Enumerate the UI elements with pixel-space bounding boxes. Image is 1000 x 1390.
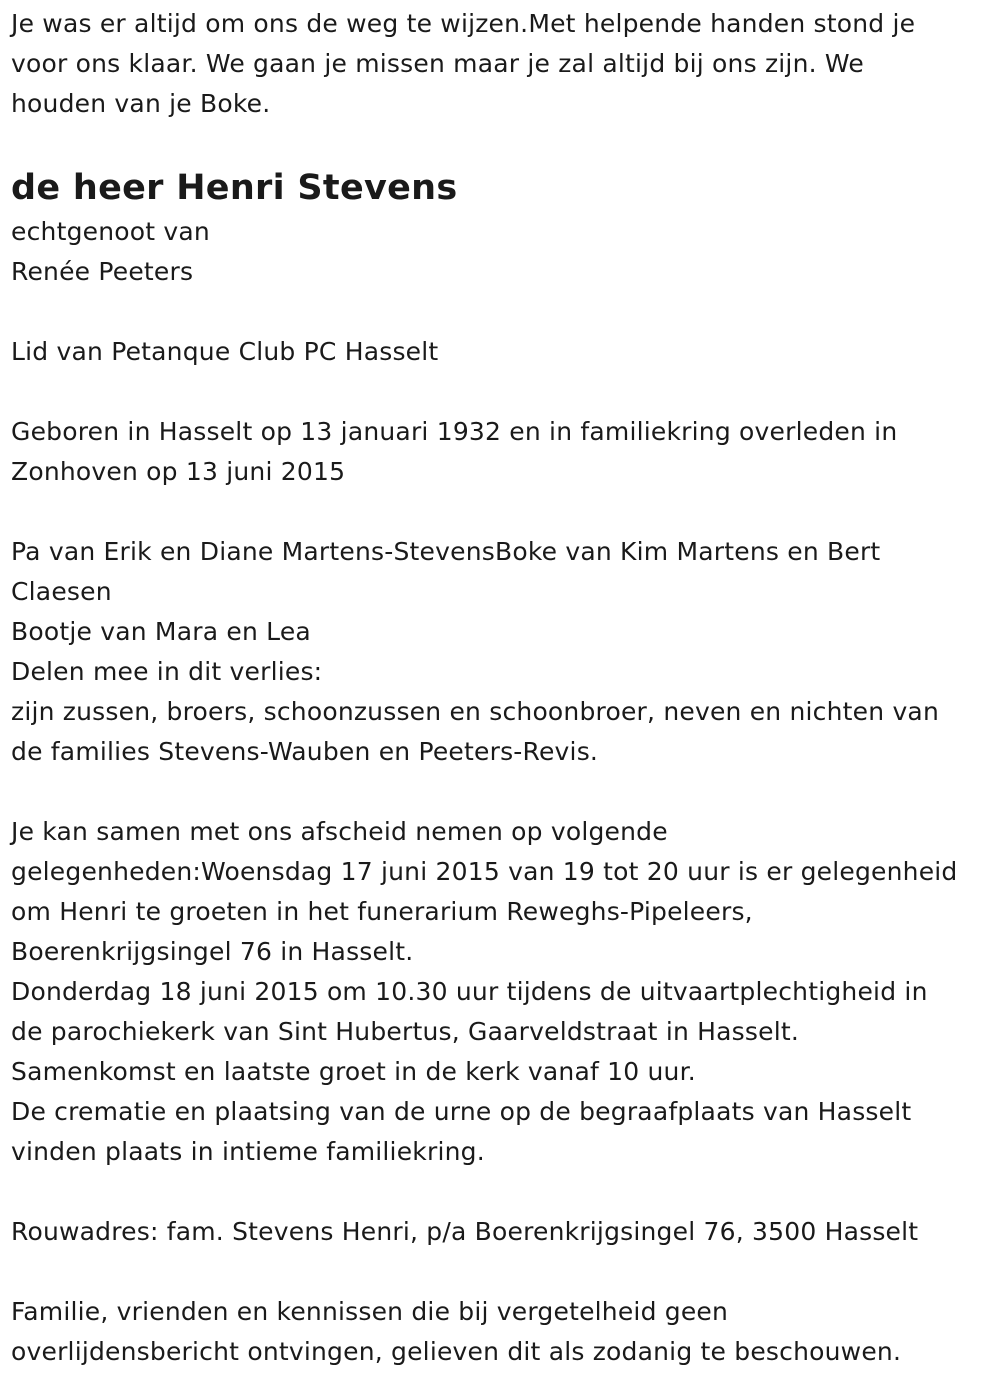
deceased-name: de heer Henri Stevens — [11, 168, 458, 208]
family-block — [11, 532, 990, 772]
farewell-line: om Henri te groeten in het funerarium Reweghs-Pipeleers, — [11, 897, 753, 926]
birth-death-block — [11, 412, 990, 492]
spouse-block — [11, 212, 990, 292]
intro-line: Je was er altijd om ons de weg te wijzen.Met helpende handen stond je — [11, 9, 916, 38]
closing-line: overlijdensbericht ontvingen, gelieven dit als zodanig te beschouwen. — [11, 1337, 902, 1366]
membership-text: Lid van Petanque Club PC Hasselt — [11, 337, 439, 366]
farewell-line: Boerenkrijgsingel 76 in Hasselt. — [11, 937, 414, 966]
farewell-line: de parochiekerk van Sint Hubertus, Gaarveldstraat in Hasselt. — [11, 1017, 800, 1046]
mourning-address: Rouwadres: fam. Stevens Henri, p/a Boerenkrijgsingel 76, 3500 Hasselt — [11, 1217, 919, 1246]
farewell-line: gelegenheden:Woensdag 17 juni 2015 van 19 tot 20 uur is er gelegenheid — [11, 857, 958, 886]
family-line: Bootje van Mara en Lea — [11, 617, 311, 646]
family-line: Delen mee in dit verlies: — [11, 657, 323, 686]
birth-death-line: Zonhoven op 13 juni 2015 — [11, 457, 346, 486]
farewell-line: Donderdag 18 juni 2015 om 10.30 uur tijdens de uitvaartplechtigheid in — [11, 977, 928, 1006]
farewell-block — [11, 812, 990, 1172]
farewell-line: Je kan samen met ons afscheid nemen op volgende — [11, 817, 668, 846]
intro-line: voor ons klaar. We gaan je missen maar je zal altijd bij ons zijn. We — [11, 49, 864, 78]
closing-block — [11, 1292, 990, 1372]
birth-death-line: Geboren in Hasselt op 13 januari 1932 en in familiekring overleden in — [11, 417, 898, 446]
family-line: Pa van Erik en Diane Martens-StevensBoke van Kim Martens en Bert — [11, 537, 881, 566]
farewell-line: Samenkomst en laatste groet in de kerk vanaf 10 uur. — [11, 1057, 696, 1086]
farewell-line: De crematie en plaatsing van de urne op de begraafplaats van Hasselt — [11, 1097, 912, 1126]
family-line: zijn zussen, broers, schoonzussen en schoonbroer, neven en nichten van — [11, 697, 940, 726]
family-line: Claesen — [11, 577, 112, 606]
spouse-line: echtgenoot van — [11, 217, 210, 246]
family-line: de families Stevens-Wauben en Peeters-Revis. — [11, 737, 599, 766]
closing-line: Familie, vrienden en kennissen die bij vergetelheid geen — [11, 1297, 729, 1326]
spouse-name: Renée Peeters — [11, 257, 194, 286]
intro-text — [11, 4, 990, 124]
farewell-line: vinden plaats in intieme familiekring. — [11, 1137, 485, 1166]
intro-line: houden van je Boke. — [11, 89, 271, 118]
